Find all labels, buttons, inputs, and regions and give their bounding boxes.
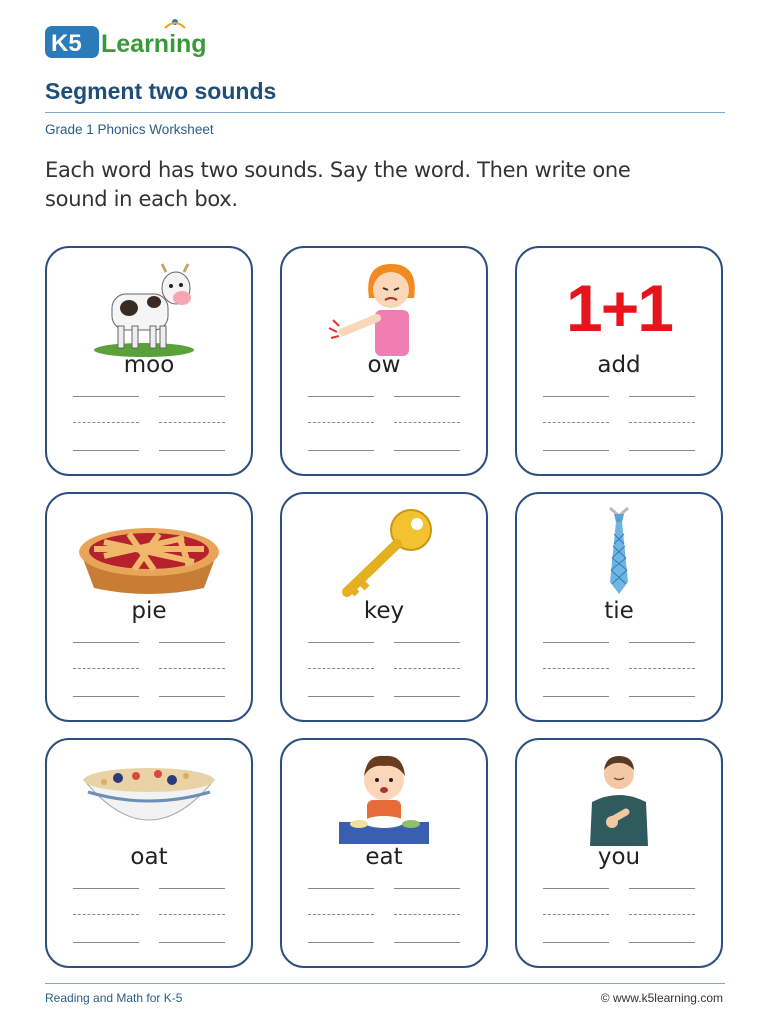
word-card xyxy=(45,492,253,722)
word-card xyxy=(280,738,488,968)
boy-pointing-icon xyxy=(554,750,684,850)
card-word: you xyxy=(597,844,641,870)
worksheet-subtitle: Grade 1 Phonics Worksheet xyxy=(45,122,214,137)
footer-copyright-link[interactable]: © www.k5learning.com xyxy=(600,991,723,1005)
sound-box-2[interactable] xyxy=(394,888,460,952)
word-card xyxy=(280,492,488,722)
header-divider xyxy=(45,112,725,113)
svg-text:Learning: Learning xyxy=(101,30,207,58)
sound-box-2[interactable] xyxy=(394,642,460,706)
one-plus-one-icon: 1+1 xyxy=(566,271,672,345)
card-word: oat xyxy=(130,844,168,870)
word-card xyxy=(515,492,723,722)
word-card xyxy=(280,246,488,476)
writing-lines xyxy=(543,396,695,460)
sound-box-1[interactable] xyxy=(543,888,609,952)
word-card xyxy=(45,246,253,476)
sound-box-2[interactable] xyxy=(159,396,225,460)
writing-lines xyxy=(73,888,225,952)
sound-box-1[interactable] xyxy=(73,888,139,952)
footer-divider xyxy=(45,983,725,984)
svg-text:K5: K5 xyxy=(51,30,82,57)
word-card xyxy=(515,738,723,968)
pie-icon xyxy=(74,504,224,604)
k5-learning-logo xyxy=(44,14,219,64)
sound-box-2[interactable] xyxy=(394,396,460,460)
card-word: key xyxy=(363,598,405,624)
word-card-grid xyxy=(45,246,725,968)
card-word: eat xyxy=(365,844,403,870)
oatmeal-bowl-icon xyxy=(74,750,224,850)
hurt-girl-icon xyxy=(319,258,449,358)
page-title: Segment two sounds xyxy=(45,78,277,104)
card-word: ow xyxy=(367,352,401,378)
word-card xyxy=(515,246,723,476)
sound-box-2[interactable] xyxy=(629,642,695,706)
sound-box-1[interactable] xyxy=(308,396,374,460)
cow-icon xyxy=(84,258,214,358)
key-icon xyxy=(319,504,449,604)
sound-box-1[interactable] xyxy=(308,642,374,706)
writing-lines xyxy=(543,642,695,706)
boy-eating-icon xyxy=(319,750,449,850)
writing-lines xyxy=(308,396,460,460)
sound-box-1[interactable] xyxy=(73,396,139,460)
sound-box-1[interactable] xyxy=(308,888,374,952)
writing-lines xyxy=(543,888,695,952)
sound-box-2[interactable] xyxy=(159,642,225,706)
writing-lines xyxy=(73,396,225,460)
card-word: add xyxy=(597,352,641,378)
writing-lines xyxy=(73,642,225,706)
card-word: moo xyxy=(123,352,175,378)
instructions: Each word has two sounds. Say the word. Then write one sound in each box. xyxy=(45,158,631,211)
sound-box-1[interactable] xyxy=(543,396,609,460)
writing-lines xyxy=(308,888,460,952)
card-word: pie xyxy=(131,598,167,624)
writing-lines xyxy=(308,642,460,706)
footer-tagline: Reading and Math for K-5 xyxy=(45,991,183,1005)
sound-box-2[interactable] xyxy=(629,396,695,460)
sound-box-2[interactable] xyxy=(159,888,225,952)
sound-box-2[interactable] xyxy=(629,888,695,952)
word-card xyxy=(45,738,253,968)
necktie-icon xyxy=(554,504,684,604)
card-word: tie xyxy=(604,598,634,624)
sound-box-1[interactable] xyxy=(73,642,139,706)
sound-box-1[interactable] xyxy=(543,642,609,706)
